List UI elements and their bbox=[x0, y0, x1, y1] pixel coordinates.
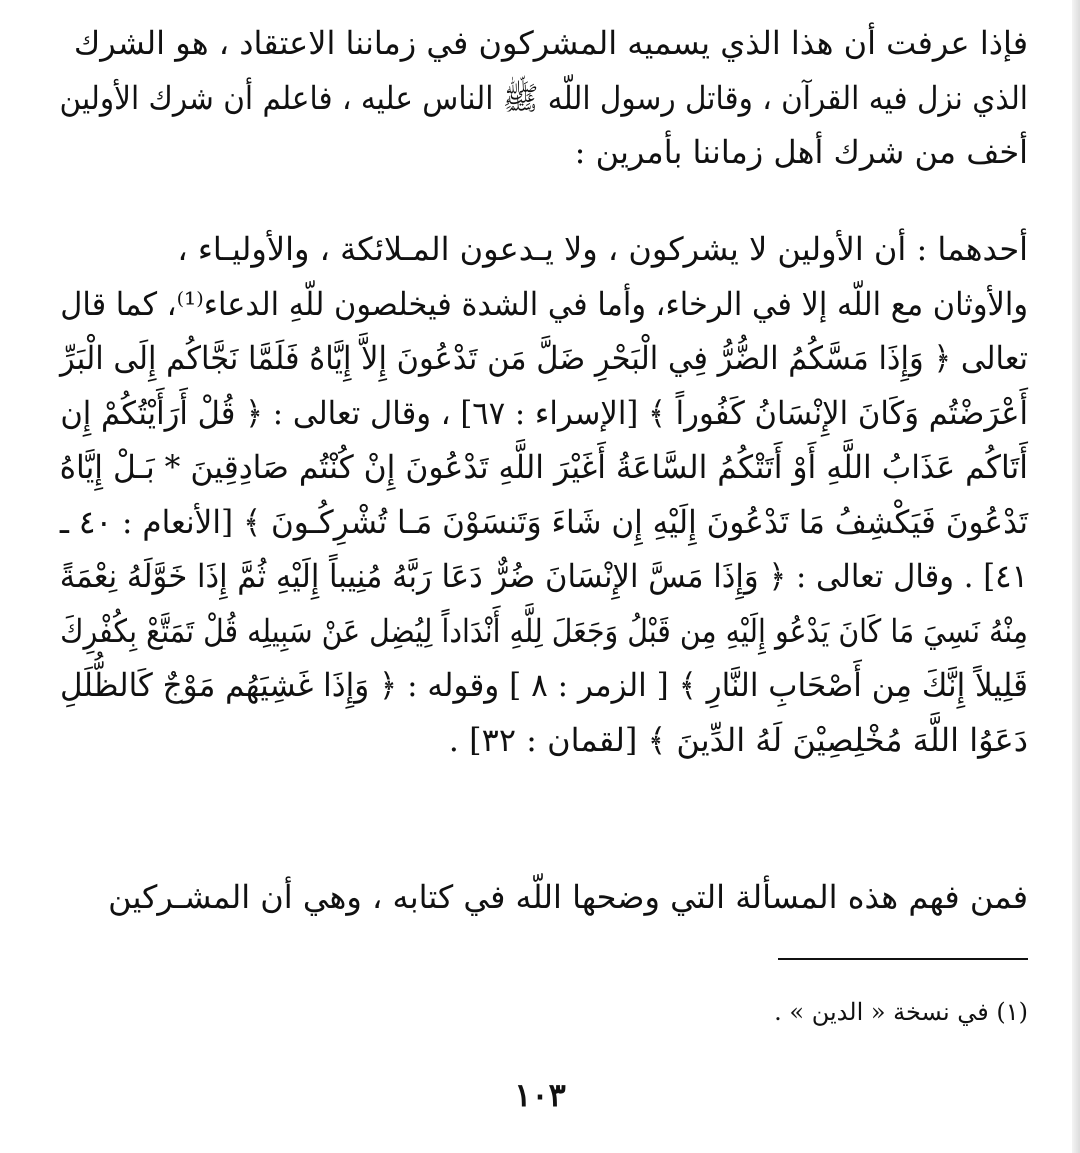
text-line: أَتَاكُم عَذَابُ اللَّهِ أَوْ أَتَتْكُمُ السَّاعَةُ أَغَيْرَ اللَّهِ تَدْعُونَ إِنْ كُنْتُم صَادِقِينَ * بَـلْ إِيَّاهُ bbox=[59, 448, 1029, 486]
text-line: والأوثان مع اللّه إلا في الرخاء، وأما في الشدة فيخلصون للّهِ الدعاء⁽¹⁾، كما قال bbox=[60, 284, 1029, 323]
text-line: أَعْرَضْتُم وَكَانَ الإِنْسَانُ كَفُوراً ﴾ [الإسراء : ٦٧] ، وقال تعالى : ﴿ قُلْ أَرَأَيْتُكُمْ إِن bbox=[60, 393, 1029, 432]
footnote: (١) في نسخة « الدين » . bbox=[774, 998, 1028, 1026]
text-line: دَعَوُا اللَّهَ مُخْلِصِيْنَ لَهُ الدِّينَ ﴾ [لقمان : ٣٢] . bbox=[448, 720, 1028, 759]
text-line: فمن فهم هذه المسألة التي وضحها اللّه في كتابه ، وهي أن المشـركين bbox=[108, 878, 1028, 916]
paragraph-2 bbox=[60, 222, 1028, 767]
text-line: فإذا عرفت أن هذا الذي يسميه المشركون في زماننا الاعتقاد ، هو الشرك bbox=[73, 24, 1028, 62]
text-line: ٤١] . وقال تعالى : ﴿ وَإِذَا مَسَّ الإِنْسَانَ ضُرٌّ دَعَا رَبَّهُ مُنِيباً إِلَيْهِ ثُمَّ إِذَا خَوَّلَهُ نِعْمَةً bbox=[59, 557, 1028, 595]
page-number: ١٠٣ bbox=[514, 1076, 566, 1114]
text-line: تَدْعُونَ فَيَكْشِفُ مَا تَدْعُونَ إِلَيْهِ إِن شَاءَ وَتَنسَوْنَ مَـا تُشْرِكُـونَ ﴾ [الأنعام : ٤٠ ـ bbox=[59, 502, 1028, 541]
text-line: أحدهما : أن الأولين لا يشركون ، ولا يـدعون المـلائكة ، والأوليـاء ، bbox=[177, 230, 1028, 268]
footnote-divider bbox=[778, 958, 1028, 960]
text-line: مِنْهُ نَسِيَ مَا كَانَ يَدْعُو إِلَيْهِ مِن قَبْلُ وَجَعَلَ لِلَّهِ أَنْدَاداً لِيُضِل عَنْ سَبِيلِه قُلْ تَمَتَّعْ بِكُفْرِكَ bbox=[60, 611, 1028, 650]
text-line: تعالى ﴿ وَإِذَا مَسَّكُمُ الضُّرُّ فِي الْبَحْرِ ضَلَّ مَن تَدْعُونَ إِلاَّ إِيَّاهُ فَلَمَّا نَجَّاكُم إِلَى الْبَرِّ bbox=[59, 339, 1029, 377]
page-edge-shadow bbox=[1072, 0, 1080, 1153]
text-line: الذي نزل فيه القرآن ، وقاتل رسول اللّه ﷺ الناس عليه ، فاعلم أن شرك الأولين bbox=[59, 78, 1028, 117]
paragraph-1 bbox=[60, 16, 1028, 180]
text-line: أخف من شرك أهل زماننا بأمرين : bbox=[574, 133, 1028, 171]
text-line: قَلِيلاً إِنَّكَ مِن أَصْحَابِ النَّارِ ﴾ [ الزمر : ٨ ] وقوله : ﴿ وَإِذَا غَشِيَهُم مَوْجٌ كَالظُّلَلِ bbox=[59, 666, 1028, 704]
paragraph-3 bbox=[60, 870, 1028, 925]
